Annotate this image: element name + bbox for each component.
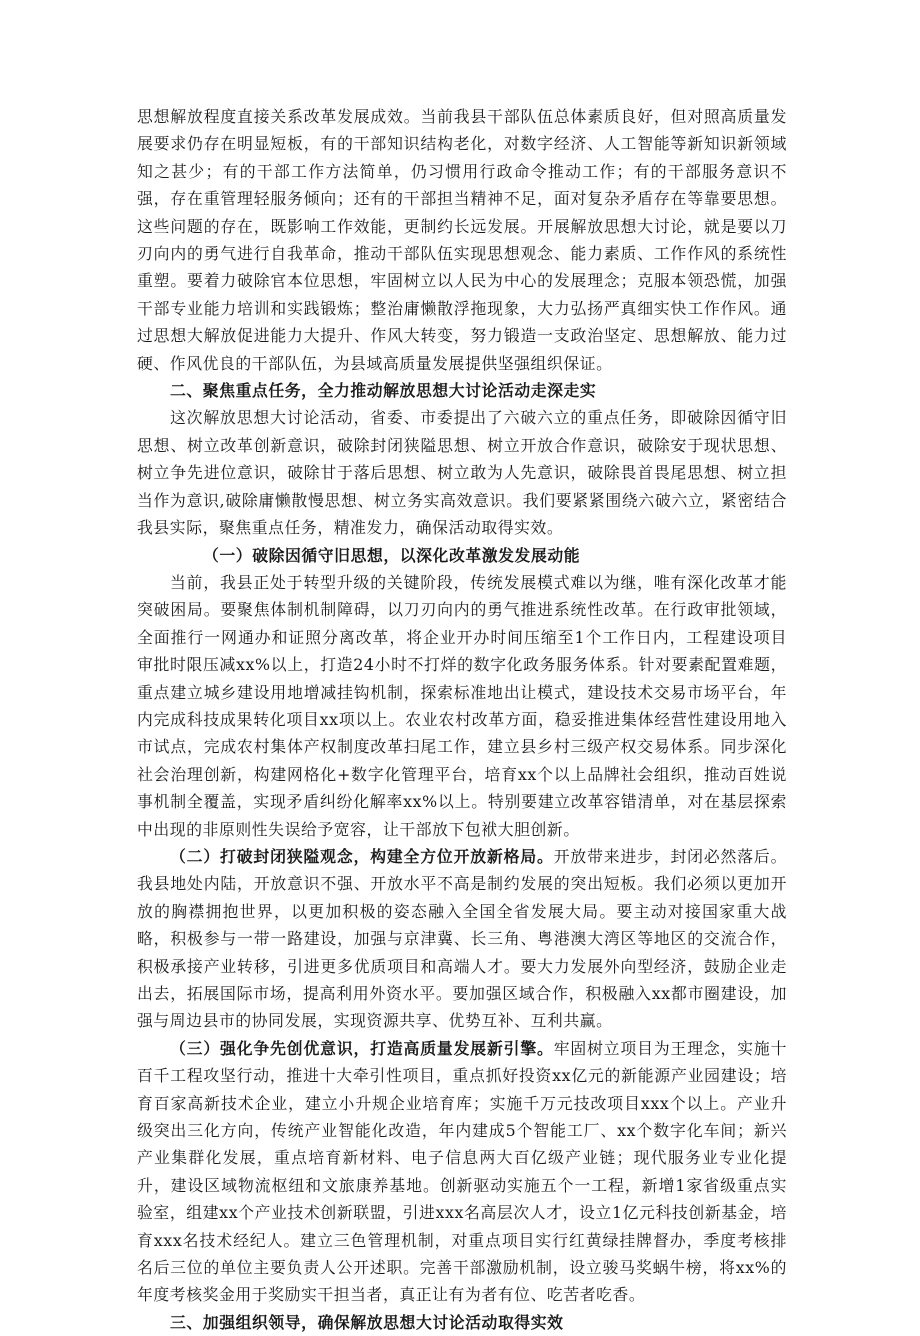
subsection-heading-two: （二）打破封闭狭隘观念，构建全方位开放新格局。	[170, 846, 554, 866]
paragraph-reform: 当前，我县正处于转型升级的关键阶段，传统发展模式难以为继，唯有深化改革才能突破困局。要聚焦体制机制障碍，以刀刃向内的勇气推进系统性改革。在行政审批领域，全面推行一网通办和证照分离改革，将企业开办时间压缩至1个工作日内，工程建设项目审批时限压减xx%以上，打造24小时不打烊的数字化政务服务体系。针对要素配置难题，重点建立城乡建设用地增减挂钩机制，探索标准地出让模式，建设技术交易市场平台，年内完成科技成果转化项目xx项以上。农业农村改革方面，稳妥推进集体经营性建设用地入市试点，完成农村集体产权制度改革扫尾工作，建立县乡村三级产权交易体系。同步深化社会治理创新，构建网格化+数字化管理平台，培育xx个以上品牌社会组织，推动百姓说事机制全覆盖，实现矛盾纠纷化解率xx%以上。特别要建立改革容错清单，对在基层探索中出现的非原则性失误给予宽容，让干部放下包袱大胆创新。	[137, 572, 787, 839]
paragraph-excellence	[137, 1035, 787, 1309]
paragraph-six-breaks: 这次解放思想大讨论活动，省委、市委提出了六破六立的重点任务，即破除因循守旧思想、树立改革创新意识，破除封闭狭隘思想、树立开放合作意识，破除安于现状思想、树立争先进位意识，破除甘于落后思想、树立敢为人先意识，破除畏首畏尾思想、树立担当作为意识,破除庸懒散慢思想、树立务实高效意识。我们要紧紧围绕六破六立，紧密结合我县实际，聚焦重点任务，精准发力，确保活动取得实效。	[137, 408, 787, 538]
paragraph-excellence-body: 牢固树立项目为王理念，实施十百千工程攻坚行动，推进十大牵引性项目，重点抓好投资xx亿元的新能源产业园建设；培育百家高新技术企业，建立小升规企业培育库；实施千万元技改项目xxx个以上。产业升级突出三化方向，传统产业智能化改造，年内建成5个智能工厂、xx个数字化车间；新兴产业集群化发展，重点培育新材料、电子信息两大百亿级产业链；现代服务业专业化提升，建设区域物流枢纽和文旅康养基地。创新驱动实施五个一工程，新增1家省级重点实验室，组建xx个产业技术创新联盟，引进xxx名高层次人才，设立1亿元科技创新基金，培育xxx名技术经纪人。建立三色管理机制，对重点项目实行红黄绿挂牌督办，季度考核排名后三位的单位主要负责人公开述职。完善干部激励机制，设立骏马奖蜗牛榜，将xx%的年度考核奖金用于奖励实干担当者，真正让有为者有位、吃苦者吃香。	[137, 1038, 787, 1305]
document-page	[137, 103, 787, 1336]
paragraph-opening-up-body: 开放带来进步，封闭必然落后。我县地处内陆，开放意识不强、开放水平不高是制约发展的突出短板。我们必须以更加开放的胸襟拥抱世界，以更加积极的姿态融入全国全省发展大局。要主动对接国家重大战略，积极参与一带一路建设，加强与京津冀、长三角、粤港澳大湾区等地区的交流合作，积极承接产业转移，引进更多优质项目和高端人才。要大力发展外向型经济，鼓励企业走出去，拓展国际市场，提高利用外资水平。要加强区域合作，积极融入xx都市圈建设，加强与周边县市的协同发展，实现资源共享、优势互补、互利共赢。	[137, 846, 787, 1031]
subsection-heading-one: （一）破除因循守旧思想，以深化改革激发发展动能	[203, 545, 581, 565]
subsection-heading-three: （三）强化争先创优意识，打造高质量发展新引擎。	[170, 1038, 554, 1058]
section-heading-three: 三、加强组织领导，确保解放思想大讨论活动取得实效	[170, 1312, 564, 1332]
section-heading-two: 二、聚焦重点任务，全力推动解放思想大讨论活动走深走实	[170, 381, 597, 401]
paragraph-opening-up	[137, 843, 787, 1035]
paragraph-intro: 思想解放程度直接关系改革发展成效。当前我县干部队伍总体素质良好，但对照高质量发展要求仍存在明显短板，有的干部知识结构老化，对数字经济、人工智能等新知识新领域知之甚少；有的干部工作方法简单，仍习惯用行政命令推动工作；有的干部服务意识不强，存在重管理轻服务倾向；还有的干部担当精神不足，面对复杂矛盾存在等靠要思想。这些问题的存在，既影响工作效能，更制约长远发展。开展解放思想大讨论，就是要以刀刃向内的勇气进行自我革命，推动干部队伍实现思想观念、能力素质、工作作风的系统性重塑。要着力破除官本位思想，牢固树立以人民为中心的发展理念；克服本领恐慌，加强干部专业能力培训和实践锻炼；整治庸懒散浮拖现象，大力弘扬严真细实快工作作风。通过思想大解放促进能力大提升、作风大转变，努力锻造一支政治坚定、思想解放、能力过硬、作风优良的干部队伍，为县域高质量发展提供坚强组织保证。	[137, 107, 787, 373]
